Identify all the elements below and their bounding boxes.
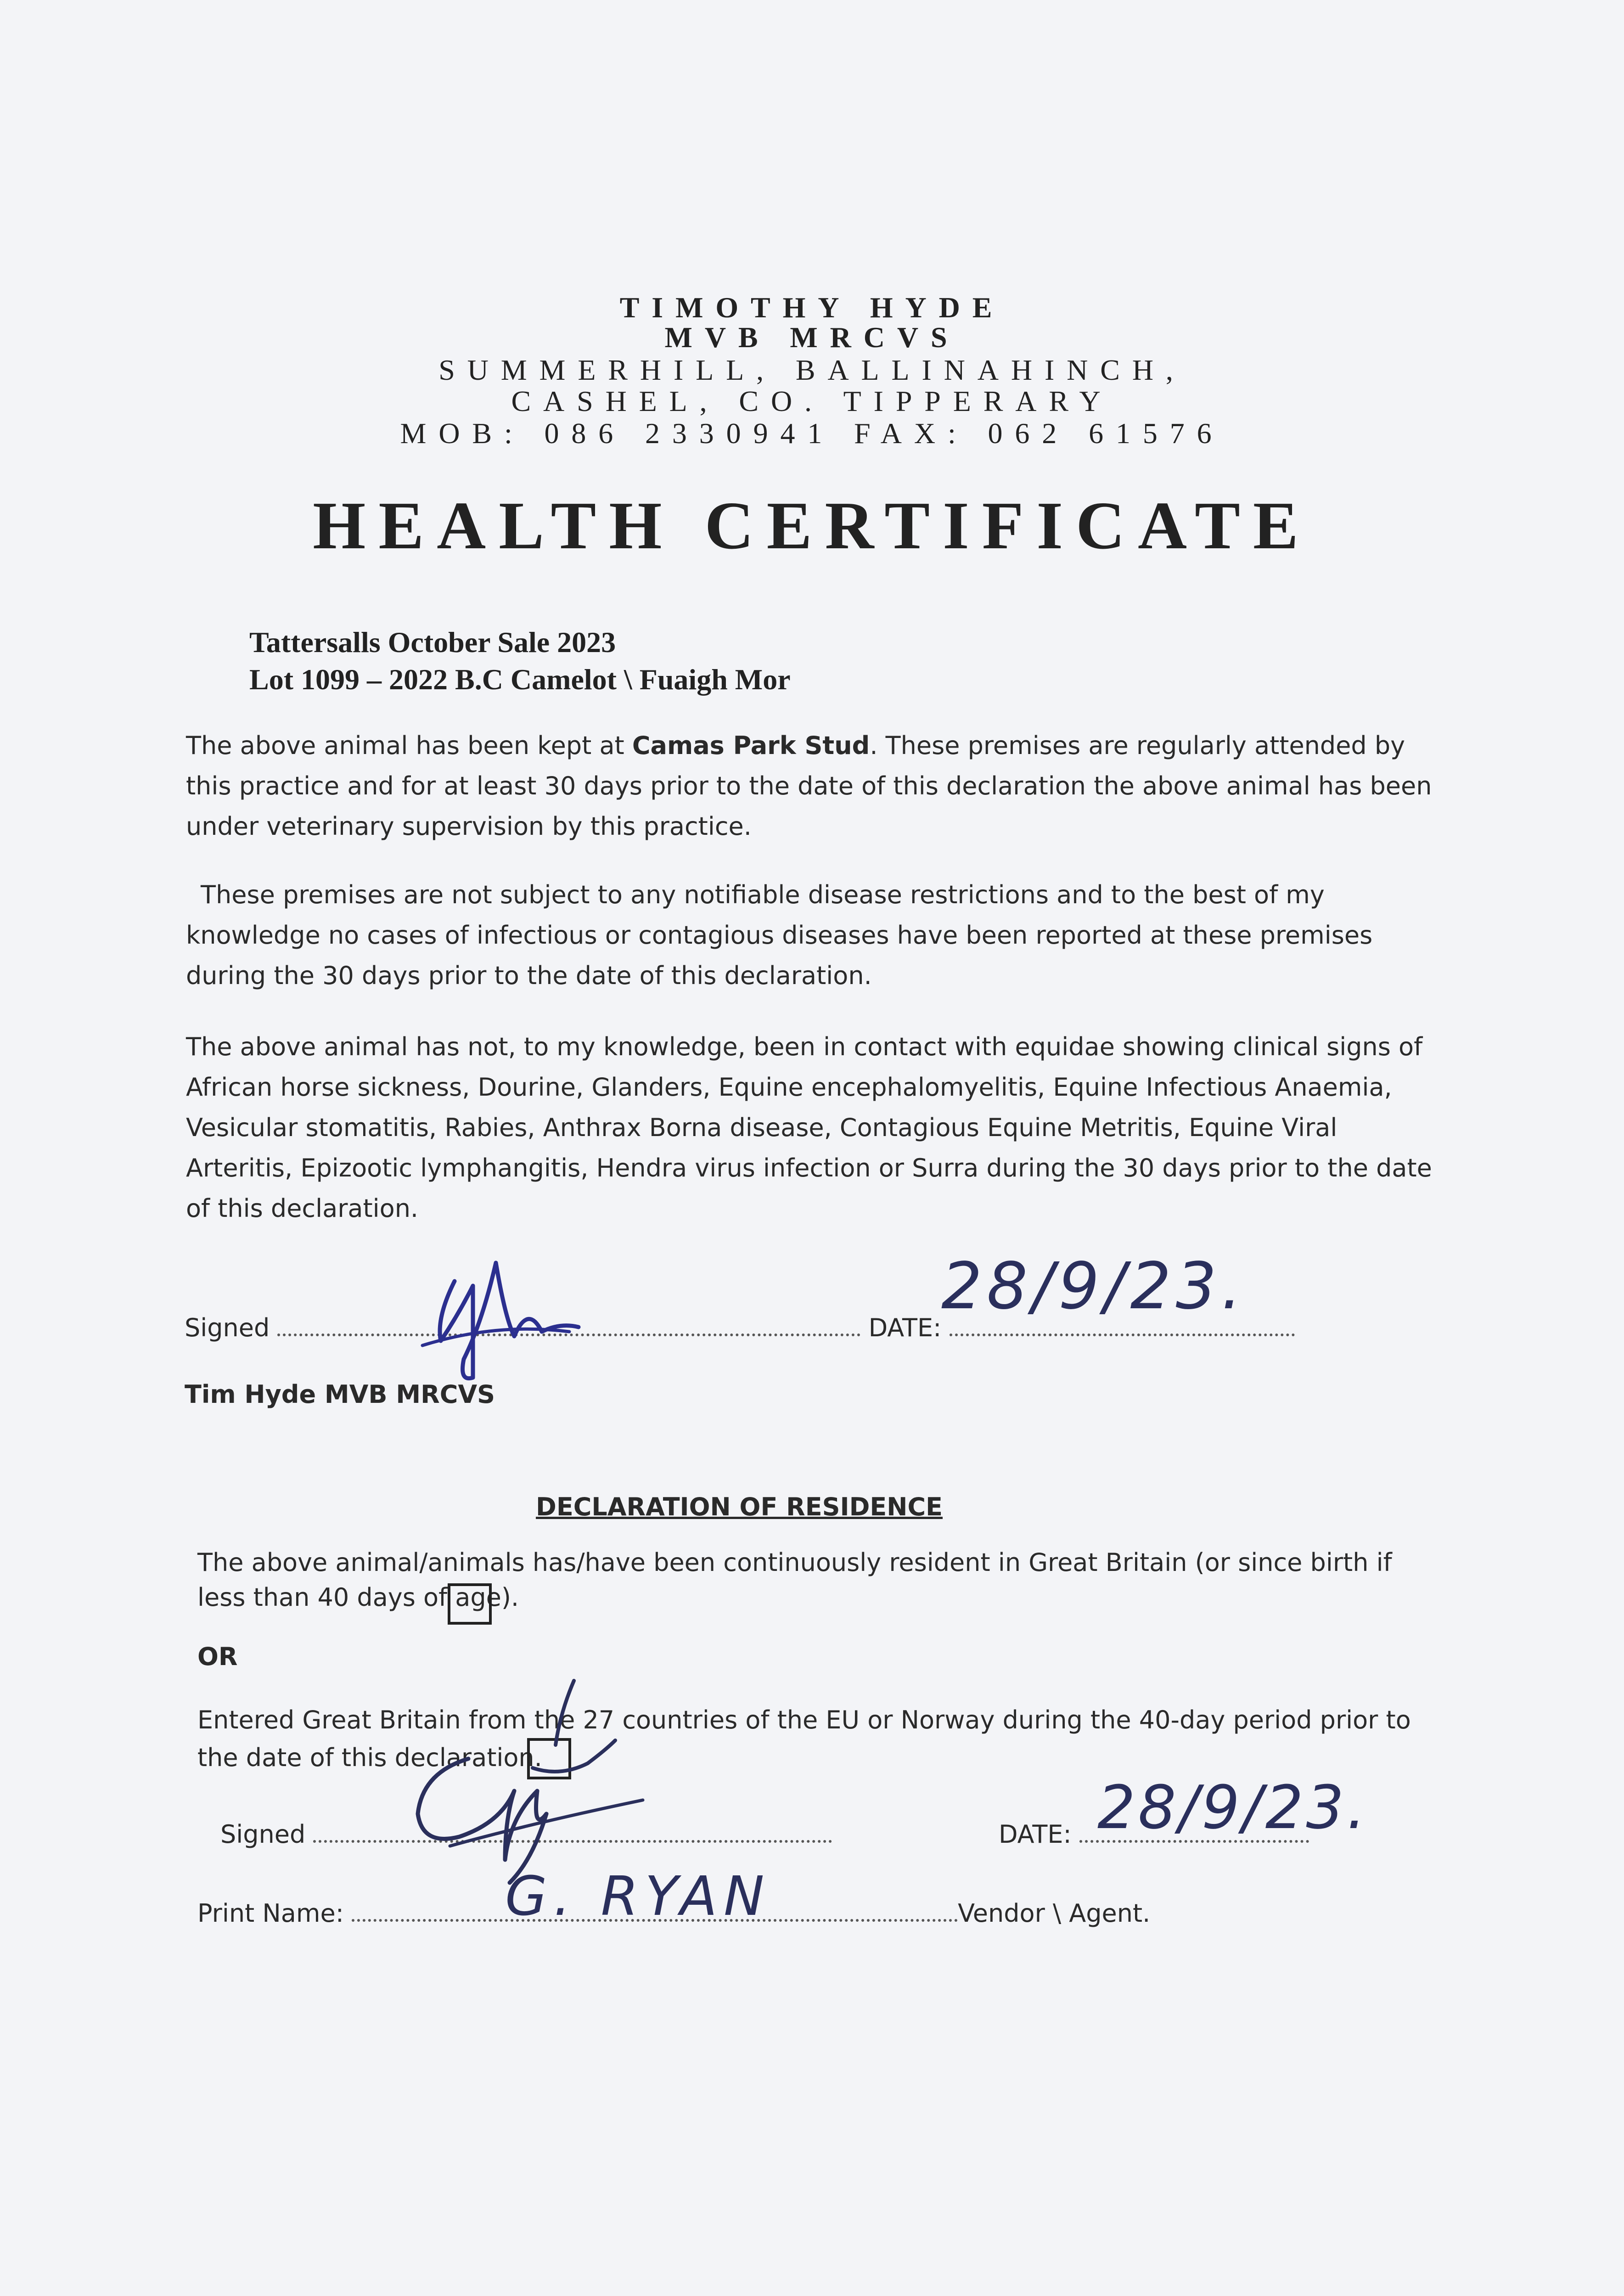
- lot-details: Lot 1099 – 2022 B.C Camelot \ Fuaigh Mor: [249, 663, 791, 696]
- option-2-checkbox[interactable]: [527, 1738, 571, 1779]
- declaration-option-2: [197, 1701, 1437, 1777]
- declaration-signature-field: [313, 1840, 832, 1843]
- vet-signed-label: Signed: [185, 1313, 270, 1342]
- vet-date-label: DATE:: [868, 1313, 942, 1342]
- declaration-signed-label: Signed: [220, 1820, 306, 1849]
- declaration-heading: DECLARATION OF RESIDENCE: [536, 1492, 943, 1521]
- print-name-handwritten: G. RYAN: [505, 1864, 771, 1928]
- letterhead-name: TIMOTHY HYDE: [619, 291, 1005, 324]
- paragraph-supervision-text-b: . These premises are regularly attended by this practice and for at least 30 days prior to the date of this declaration the above animal has been under veterinary supervision by this practice.: [186, 731, 1432, 841]
- print-name-label: Print Name:: [197, 1899, 344, 1928]
- letterhead-qualifications: MVB MRCVS: [664, 321, 960, 354]
- letterhead-contact: MOB: 086 2330941 FAX: 062 61576: [400, 417, 1224, 450]
- or-label: OR: [197, 1642, 238, 1671]
- declaration-option-1-text: The above animal/animals has/have been continuously resident in Great Britain (or since birth if less than 40 days of age).: [197, 1548, 1392, 1612]
- vendor-agent-label: Vendor \ Agent.: [958, 1899, 1151, 1928]
- declaration-signed-row: [220, 1820, 832, 1849]
- letterhead-address-2: CASHEL, CO. TIPPERARY: [511, 385, 1113, 417]
- letterhead-address-1: SUMMERHILL, BALLINAHINCH,: [438, 354, 1186, 386]
- stud-name: Camas Park Stud: [632, 731, 870, 760]
- paragraph-diseases: The above animal has not, to my knowledge, been in contact with equidae showing clinical signs of African horse sickness, Dourine, Glanders, Equine encephalomyelitis, Equine Infectious Anaemia, Vesicular stomatitis, Rabies, Anthrax Borna disease, Contagious Equine Metritis, Equine Viral Arteritis, Epizootic lymphangitis, Hendra virus infection or Surra during the 30 days prior to the date of this declaration.: [186, 1032, 1432, 1223]
- declaration-option-1: [197, 1545, 1437, 1615]
- declaration-date-label: DATE:: [999, 1820, 1072, 1849]
- paragraph-supervision-text-a: The above animal has been kept at: [186, 731, 632, 760]
- vet-date-handwritten: 28/9/23.: [941, 1249, 1247, 1324]
- vet-date-field: [950, 1334, 1295, 1336]
- option-1-checkbox[interactable]: [448, 1583, 492, 1625]
- declaration-date-handwritten: 28/9/23.: [1097, 1773, 1369, 1842]
- vet-name: Tim Hyde MVB MRCVS: [185, 1380, 495, 1409]
- paragraph-restrictions: These premises are not subject to any notifiable disease restrictions and to the best of my knowledge no cases of infectious or contagious diseases have been reported at these premises during the 30 days prior to the date of this declaration.: [186, 880, 1373, 990]
- vet-signature-field: [277, 1334, 860, 1336]
- page-title: HEALTH CERTIFICATE: [313, 488, 1311, 563]
- declaration-option-2-text: Entered Great Britain from the 27 countries of the EU or Norway during the 40-day period prior to the date of this declaration.: [197, 1705, 1411, 1772]
- paragraph-supervision: [186, 726, 1435, 847]
- sale-name: Tattersalls October Sale 2023: [249, 626, 616, 658]
